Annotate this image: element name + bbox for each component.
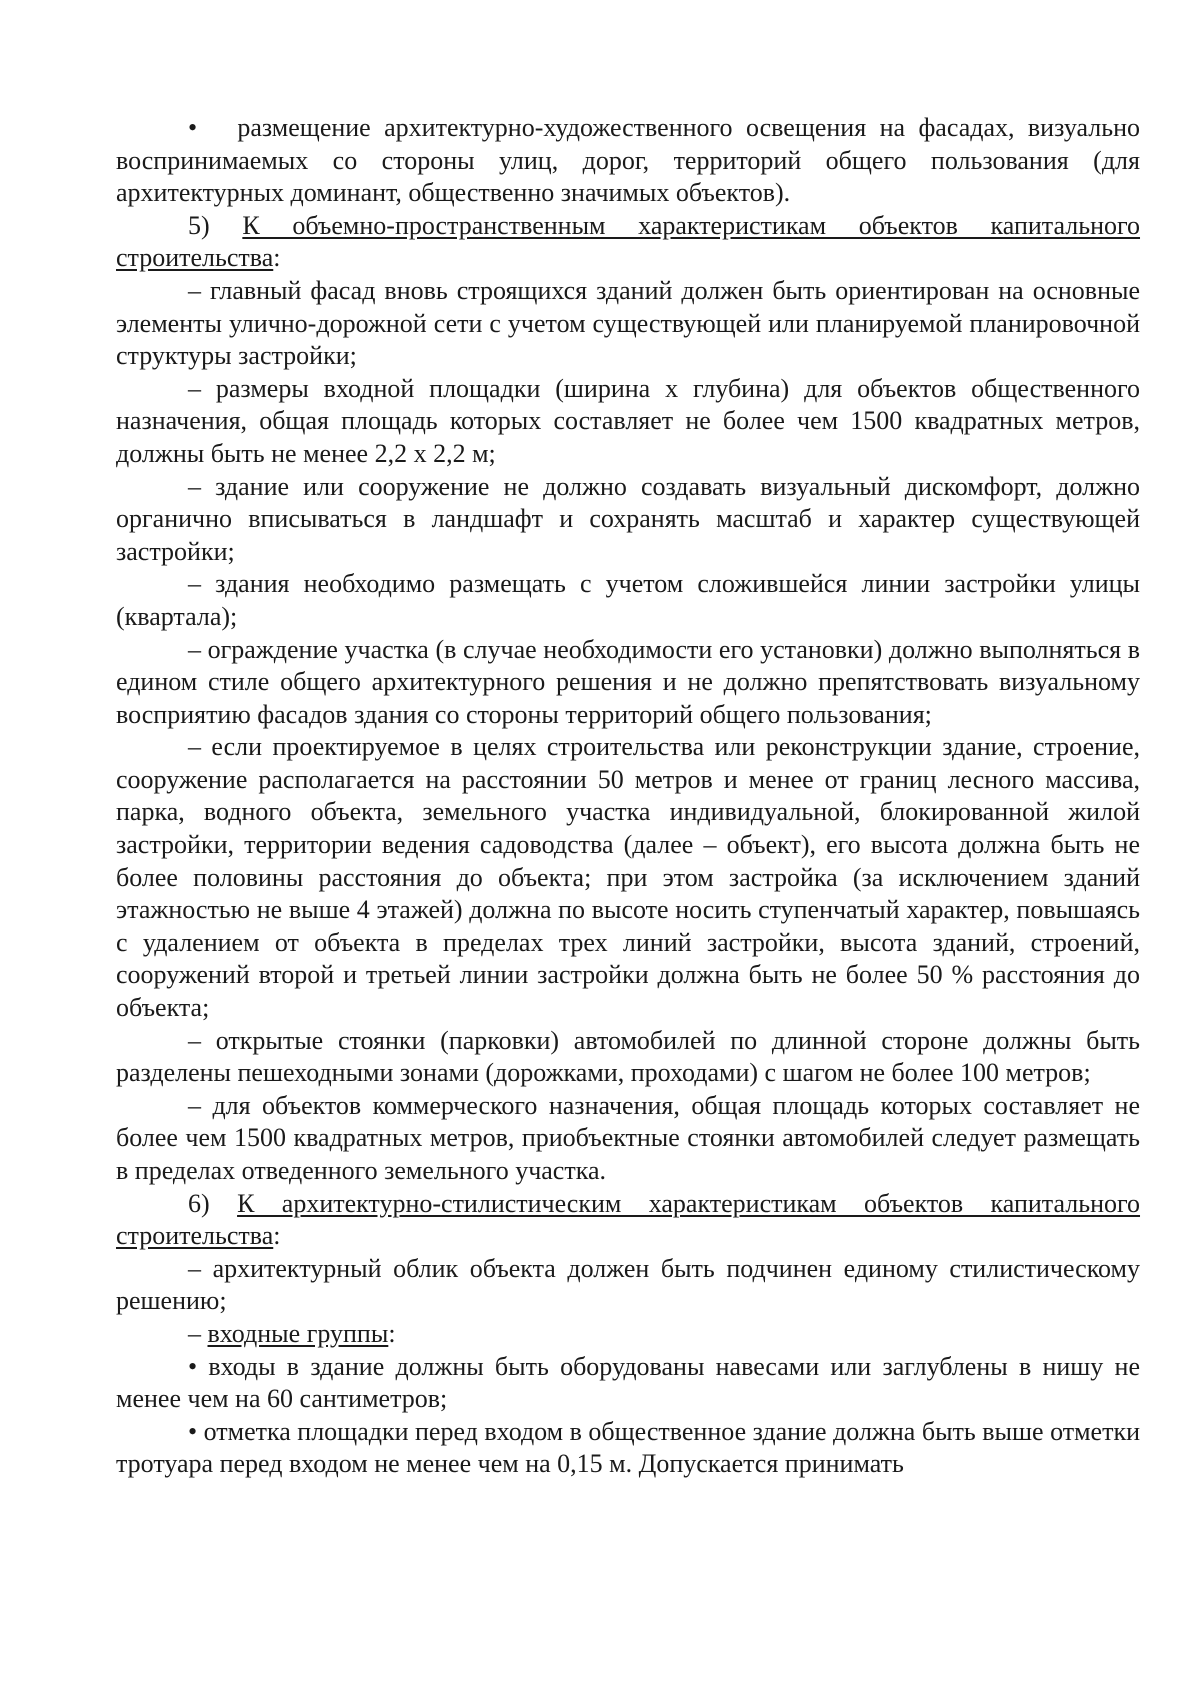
section-suffix: : [273,1221,281,1251]
paragraph-text: входы в здание должны быть оборудованы навесами или заглублены в нишу не менее чем на 60 сантиметров; [116,1351,1140,1414]
paragraph-text: если проектируемое в целях строительства или реконструкции здание, строение, сооружение располагается на расстоянии 50 метров и менее от границ лесного массива, парка, водного объекта, земельного участка индивидуальной, блокированной жилой застройки, территории ведения садоводства (далее – объект), его высота должна быть не более половины расстояния до объекта; при этом застройка (за исключением зданий этажностью не выше 4 этажей) должна по высоте носить ступенчатый характер, повышаясь с удалением от объекта в пределах трех линий застройки, высота зданий, строений, сооружений второй и третьей линии застройки должна быть не более 50 % расстояния до объекта; [116,732,1140,1023]
paragraph-text: главный фасад вновь строящихся зданий должен быть ориентирован на основные элементы улично-дорожной сети с учетом существующей или планируемой планировочной структуры застройки; [116,275,1141,371]
section-number: 6) [188,1188,210,1218]
dash-marker: – [188,471,201,501]
subsection-suffix: : [388,1318,396,1348]
document-page [116,112,1140,1481]
paragraph-text: здания необходимо размещать с учетом сложившейся линии застройки улицы (квартала); [116,569,1141,631]
dash-marker: – [188,1318,201,1348]
paragraph-dash-height-limits [116,731,1140,1024]
paragraph-text: размеры входной площадки (ширина х глубина) для объектов общественного назначения, общая площадь которых составляет не более чем 1500 квадратных метров, должны быть не менее 2,2 х 2,2 м; [116,373,1141,468]
section-title: К архитектурно-стилистическим характеристикам объектов капитального строительства [116,1188,1141,1251]
paragraph-dash-fencing [116,634,1140,732]
dash-marker: – [188,634,201,664]
dash-marker: – [188,569,201,599]
subsection-title: входные группы [207,1318,389,1348]
section-heading-5 [116,210,1140,275]
paragraph-bullet-entrance-level [116,1416,1140,1481]
paragraph-text: отметка площадки перед входом в общественное здание должна быть выше отметки тротуара перед входом не менее чем на 0,15 м. Допускается принимать [116,1416,1141,1479]
dash-marker: – [188,275,201,305]
paragraph-text: размещение архитектурно-художественного освещения на фасадах, визуально воспринимаемых со стороны улиц, дорог, территорий общего пользования (для архитектурных доминант, общественно значимых объектов). [116,113,1140,208]
section-suffix: : [273,243,281,273]
paragraph-bullet-canopies [116,1351,1140,1416]
dash-marker: – [188,373,201,403]
section-title: К объемно-пространственным характеристикам объектов капитального строительства [116,210,1141,273]
section-number: 5) [188,210,210,240]
paragraph-dash-visual-comfort [116,471,1140,569]
dash-marker: – [188,1025,201,1055]
section-heading-6 [116,1188,1140,1253]
paragraph-dash-main-facade [116,275,1140,373]
subsection-entrance-groups [116,1318,1140,1351]
paragraph-text: для объектов коммерческого назначения, общая площадь которых составляет не более чем 1500 квадратных метров, приобъектные стоянки автомобилей следует размещать в пределах отведенного земельного участка. [116,1090,1141,1185]
dash-marker: – [188,1253,201,1283]
paragraph-dash-style [116,1253,1140,1318]
paragraph-text: архитектурный облик объекта должен быть подчинен единому стилистическому решению; [116,1253,1140,1316]
paragraph-text: ограждение участка (в случае необходимости его установки) должно выполняться в едином стиле общего архитектурного решения и не должно препятствовать визуальному восприятию фасадов здания со стороны территорий общего пользования; [116,634,1141,729]
paragraph-text: открытые стоянки (парковки) автомобилей по длинной стороне должны быть разделены пешеходными зонами (дорожками, проходами) с шагом не более 100 метров; [116,1025,1141,1088]
paragraph-dash-commercial-parking [116,1090,1140,1188]
paragraph-bullet-lighting [116,112,1140,210]
bullet-marker: • [188,1351,198,1381]
paragraph-text: здание или сооружение не должно создавать визуальный дискомфорт, должно органично вписываться в ландшафт и сохранять масштаб и характер существующей застройки; [116,471,1140,566]
dash-marker: – [188,732,201,762]
bullet-marker: • [188,113,198,142]
paragraph-dash-entrance-size [116,373,1140,471]
paragraph-dash-building-line [116,568,1140,633]
dash-marker: – [188,1090,201,1120]
bullet-marker: • [188,1416,198,1446]
paragraph-dash-parking-zones [116,1025,1140,1090]
